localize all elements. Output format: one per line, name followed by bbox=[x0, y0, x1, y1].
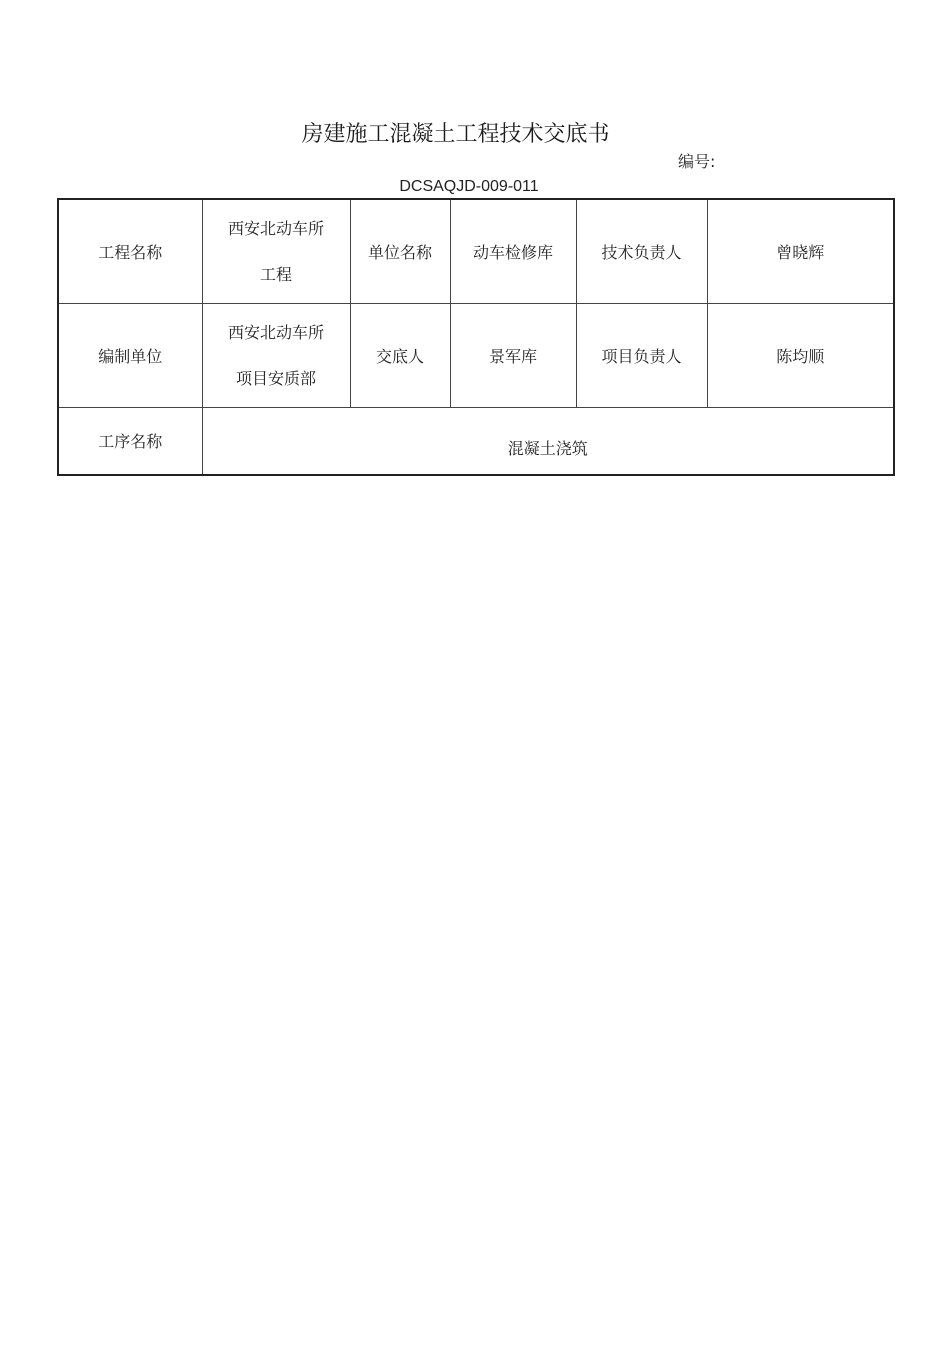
compiler-label: 编制单位 bbox=[58, 304, 202, 408]
table-row bbox=[58, 304, 894, 408]
project-name-label: 工程名称 bbox=[58, 199, 202, 304]
unit-name-label: 单位名称 bbox=[350, 199, 450, 304]
tech-lead-value: 曾晓辉 bbox=[707, 199, 894, 304]
project-lead-label: 项目负责人 bbox=[576, 304, 707, 408]
table-row bbox=[58, 408, 894, 476]
unit-name-value: 动车检修库 bbox=[450, 199, 576, 304]
process-value: 混凝土浇筑 bbox=[202, 408, 894, 476]
table-row bbox=[58, 199, 894, 304]
disclosure-table bbox=[57, 198, 895, 476]
briefer-value: 景军库 bbox=[450, 304, 576, 408]
document-number-value: DCSAQJD-009-011 bbox=[399, 178, 539, 195]
briefer-label: 交底人 bbox=[350, 304, 450, 408]
project-name-value: 西安北动车所 工程 bbox=[202, 199, 350, 304]
document-number-label: 编号: bbox=[678, 152, 716, 171]
compiler-value: 西安北动车所 项目安质部 bbox=[202, 304, 350, 408]
process-label: 工序名称 bbox=[58, 408, 202, 476]
project-lead-value: 陈均顺 bbox=[707, 304, 894, 408]
tech-lead-label: 技术负责人 bbox=[576, 199, 707, 304]
document-title: 房建施工混凝土工程技术交底书 bbox=[301, 122, 610, 147]
